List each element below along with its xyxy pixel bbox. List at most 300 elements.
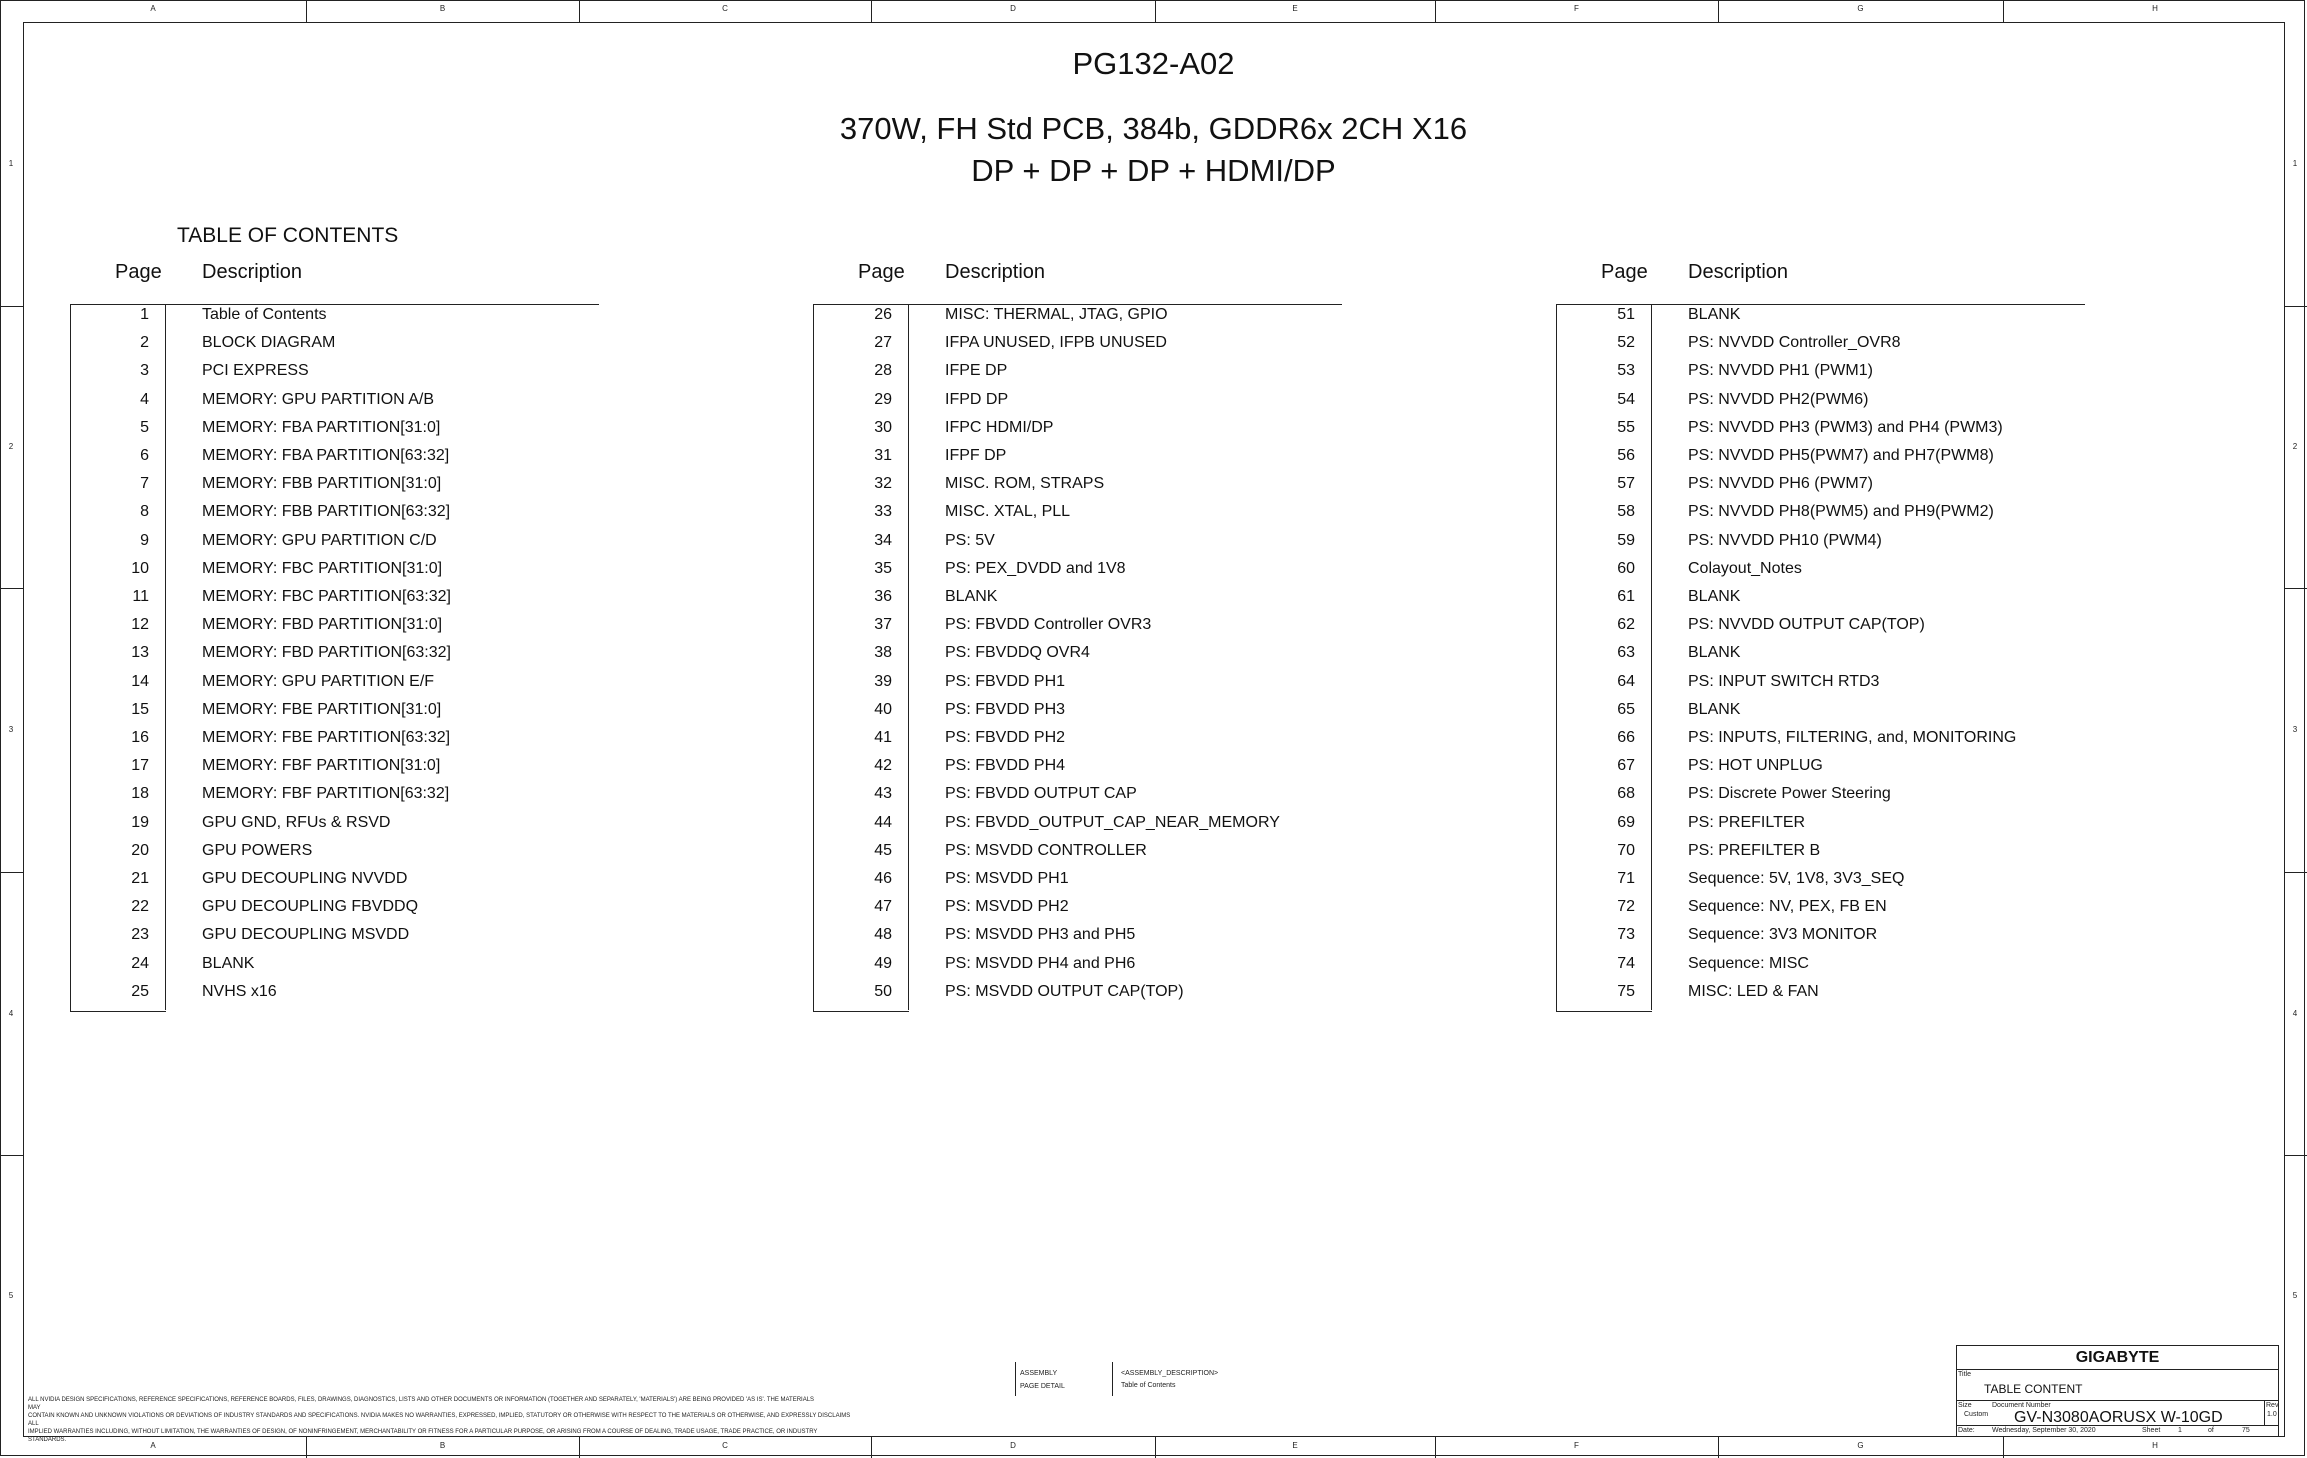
toc-row xyxy=(70,780,610,808)
toc-description: PS: MSVDD OUTPUT CAP(TOP) xyxy=(945,982,1184,1000)
toc-description: MISC: LED & FAN xyxy=(1688,982,1819,1000)
toc-description: MEMORY: FBE PARTITION[63:32] xyxy=(202,729,451,746)
zone-tick xyxy=(0,306,23,307)
toc-page-number: 5 xyxy=(140,418,149,436)
zone-column-label: H xyxy=(2152,4,2158,13)
toc-row xyxy=(1556,442,2096,470)
toc-page-number: 72 xyxy=(1617,898,1635,916)
toc-description: BLANK xyxy=(1688,700,1741,718)
toc-page-number: 57 xyxy=(1617,475,1635,493)
toc-page-number: 38 xyxy=(874,644,892,662)
toc-description: PS: HOT UNPLUG xyxy=(1688,757,1823,775)
toc-row xyxy=(70,978,610,1006)
toc-page-number: 32 xyxy=(874,475,892,493)
toc-page-number: 46 xyxy=(874,870,892,887)
toc-page-number: 47 xyxy=(874,898,892,916)
zone-column-label: F xyxy=(1574,4,1579,13)
toc-row xyxy=(1556,527,2096,555)
toc-description: PS: 5V xyxy=(945,531,995,549)
toc-page-number: 62 xyxy=(1617,616,1635,634)
toc-description: BLANK xyxy=(1688,588,1741,605)
toc-row xyxy=(70,724,610,752)
toc-row xyxy=(1556,724,2096,752)
toc-description: IFPE DP xyxy=(945,362,1008,380)
toc-description: IFPA UNUSED, IFPB UNUSED xyxy=(945,334,1167,352)
toc-page-number: 69 xyxy=(1617,813,1635,831)
toc-row xyxy=(813,470,1353,498)
toc-page-number: 42 xyxy=(874,757,892,775)
toc-row xyxy=(813,978,1353,1006)
toc-description: MEMORY: GPU PARTITION A/B xyxy=(202,390,435,408)
toc-page-number: 37 xyxy=(874,616,892,634)
toc-page-number: 17 xyxy=(131,757,149,775)
toc-description: GPU DECOUPLING NVVDD xyxy=(202,870,408,887)
toc-page-number: 54 xyxy=(1617,390,1635,408)
toc-page-number: 28 xyxy=(874,362,892,380)
toc-description: PCI EXPRESS xyxy=(202,362,309,380)
toc-page-number: 6 xyxy=(140,447,149,464)
description-column-header: Description xyxy=(1688,261,1789,283)
toc-row xyxy=(70,865,610,893)
toc-description: PS: NVVDD PH6 (PWM7) xyxy=(1688,475,1873,493)
toc-page-number: 27 xyxy=(874,334,892,352)
toc-row xyxy=(1556,865,2096,893)
toc-row xyxy=(813,527,1353,555)
zone-tick xyxy=(1155,0,1156,22)
toc-description: GPU DECOUPLING FBVDDQ xyxy=(202,898,419,916)
toc-description: PS: NVVDD PH3 (PWM3) and PH4 (PWM3) xyxy=(1688,418,2003,436)
toc-row xyxy=(813,893,1353,921)
toc-row xyxy=(1556,301,2096,329)
toc-page-number: 66 xyxy=(1617,729,1635,746)
zone-column-label: F xyxy=(1574,1441,1579,1450)
toc-description: PS: FBVDD_OUTPUT_CAP_NEAR_MEMORY xyxy=(945,813,1280,831)
toc-description: PS: NVVDD PH8(PWM5) and PH9(PWM2) xyxy=(1688,503,1994,521)
toc-row xyxy=(813,780,1353,808)
toc-row xyxy=(1556,950,2096,978)
assembly-divider-right xyxy=(1112,1362,1113,1396)
toc-page-number: 23 xyxy=(131,926,149,944)
toc-page-number: 15 xyxy=(131,700,149,718)
toc-description: IFPF DP xyxy=(945,447,1007,464)
toc-description: MEMORY: GPU PARTITION C/D xyxy=(202,531,437,549)
toc-description: BLANK xyxy=(202,954,255,972)
toc-row xyxy=(70,498,610,526)
toc-description: PS: NVVDD PH10 (PWM4) xyxy=(1688,531,1882,549)
zone-tick xyxy=(1435,1436,1436,1458)
toc-row xyxy=(813,696,1353,724)
toc-description: Colayout_Notes xyxy=(1688,559,1802,577)
assembly-divider-left xyxy=(1015,1362,1016,1396)
toc-description: MEMORY: FBF PARTITION[31:0] xyxy=(202,757,441,775)
toc-page-number: 13 xyxy=(131,644,149,662)
toc-description: Sequence: NV, PEX, FB EN xyxy=(1688,898,1887,916)
toc-description: IFPD DP xyxy=(945,390,1009,408)
toc-row xyxy=(1556,978,2096,1006)
toc-description: Table of Contents xyxy=(202,306,327,323)
toc-description: MEMORY: FBD PARTITION[31:0] xyxy=(202,616,443,634)
toc-row xyxy=(813,329,1353,357)
toc-description: MEMORY: FBC PARTITION[31:0] xyxy=(202,559,443,577)
toc-description: MEMORY: FBB PARTITION[31:0] xyxy=(202,475,442,493)
toc-page-number: 49 xyxy=(874,954,892,972)
zone-tick xyxy=(2284,588,2307,589)
zone-tick xyxy=(1435,0,1436,22)
toc-page-number: 2 xyxy=(140,334,149,352)
zone-row-label: 1 xyxy=(8,159,14,168)
sheet-label: Sheet xyxy=(2142,1427,2161,1434)
toc-page-number: 63 xyxy=(1617,644,1635,662)
toc-row xyxy=(1556,668,2096,696)
toc-description: PS: FBVDD OUTPUT CAP xyxy=(945,785,1137,803)
toc-page-number: 12 xyxy=(131,616,149,634)
legal-line: STANDARDS. xyxy=(28,1437,67,1443)
toc-row xyxy=(813,611,1353,639)
toc-description: MEMORY: FBA PARTITION[31:0] xyxy=(202,418,441,436)
toc-page-number: 31 xyxy=(874,447,892,464)
toc-page-number: 14 xyxy=(131,672,149,690)
toc-row xyxy=(70,357,610,385)
toc-row xyxy=(70,527,610,555)
toc-description: PS: PREFILTER B xyxy=(1688,841,1821,859)
toc-row xyxy=(1556,357,2096,385)
toc-row xyxy=(813,724,1353,752)
toc-page-number: 65 xyxy=(1617,700,1635,718)
toc-row xyxy=(813,583,1353,611)
sheet-value: 1 xyxy=(2178,1427,2182,1434)
zone-row-label: 3 xyxy=(8,725,14,734)
size-label: Size xyxy=(1958,1402,1972,1409)
toc-page-number: 50 xyxy=(874,982,892,1000)
zone-tick xyxy=(1718,1436,1719,1458)
toc-row xyxy=(1556,470,2096,498)
page-detail-value: Table of Contents xyxy=(1121,1382,1176,1389)
toc-page-number: 4 xyxy=(140,390,149,408)
toc-description: Sequence: MISC xyxy=(1688,954,1809,972)
toc-description: BLANK xyxy=(945,588,998,605)
legal-notice xyxy=(28,1396,850,1444)
page-column-header: Page xyxy=(115,261,162,283)
toc-page-number: 25 xyxy=(131,982,149,1000)
toc-description: MEMORY: FBD PARTITION[63:32] xyxy=(202,644,451,662)
toc-description: Sequence: 3V3 MONITOR xyxy=(1688,926,1878,944)
legal-line: MAY xyxy=(28,1405,41,1411)
assembly-label: ASSEMBLY xyxy=(1020,1370,1058,1377)
toc-row xyxy=(70,809,610,837)
toc-description: PS: MSVDD PH3 and PH5 xyxy=(945,926,1136,944)
toc-description: MISC. ROM, STRAPS xyxy=(945,475,1105,493)
toc-description: BLANK xyxy=(1688,306,1741,323)
toc-page-number: 8 xyxy=(140,503,149,521)
toc-row xyxy=(70,950,610,978)
zone-column-label: G xyxy=(1857,1441,1864,1450)
toc-description: MEMORY: FBF PARTITION[63:32] xyxy=(202,785,450,803)
of-value: 75 xyxy=(2242,1427,2250,1434)
legal-line: ALL NVIDIA DESIGN SPECIFICATIONS, REFERENCE SPECIFICATIONS, REFERENCE BOARDS, FILES, DRAWINGS, DIAGNOSTICS, LISTS AND OTHER DOCUMENTS OR INFORMATION (TOGETHER AND SEPARATELY, 'MATERIALS') ARE BEING PROVIDED 'AS IS'. THE MATERIALS xyxy=(28,1397,815,1403)
toc-page-number: 73 xyxy=(1617,926,1635,944)
toc-description: MEMORY: FBA PARTITION[63:32] xyxy=(202,447,450,464)
zone-tick xyxy=(2284,1155,2307,1156)
toc-row xyxy=(1556,498,2096,526)
toc-description: BLANK xyxy=(1688,644,1741,662)
zone-column-label: E xyxy=(1292,4,1298,13)
toc-row xyxy=(1556,752,2096,780)
toc-description: MISC. XTAL, PLL xyxy=(945,503,1071,521)
zone-tick xyxy=(2284,872,2307,873)
toc-row xyxy=(70,301,610,329)
toc-row xyxy=(813,865,1353,893)
toc-row xyxy=(813,414,1353,442)
zone-tick xyxy=(1155,1436,1156,1458)
page-detail-label: PAGE DETAIL xyxy=(1020,1383,1065,1390)
toc-description: PS: NVVDD PH2(PWM6) xyxy=(1688,390,1869,408)
toc-row xyxy=(1556,386,2096,414)
zone-row-label: 1 xyxy=(2292,159,2298,168)
toc-row xyxy=(70,555,610,583)
title-block-rule xyxy=(2264,1400,2265,1425)
toc-page-number: 58 xyxy=(1617,503,1635,521)
toc-description: PS: MSVDD PH2 xyxy=(945,898,1069,916)
page-column-header: Page xyxy=(1601,261,1648,283)
toc-page-number: 59 xyxy=(1617,531,1635,549)
legal-line: CONTAIN KNOWN AND UNKNOWN VIOLATIONS OR DEVIATIONS OF INDUSTRY STANDARDS AND SPECIFICATIONS. NVIDIA MAKES NO WARRANTIES, EXPRESSED, IMPLIED, STATUTORY OR OTHERWISE WITH RESPECT TO THE MATERIALS OR OTHERWISE, AND EXPRESSLY DISCLAIMS xyxy=(28,1413,851,1419)
toc-page-number: 41 xyxy=(874,729,892,746)
toc-row xyxy=(813,442,1353,470)
title-label: Title xyxy=(1958,1371,1971,1378)
zone-row-label: 5 xyxy=(2292,1291,2298,1300)
toc-page-number: 36 xyxy=(874,588,892,605)
docnum-label: Document Number xyxy=(1992,1402,2051,1409)
toc-description: PS: NVVDD PH5(PWM7) and PH7(PWM8) xyxy=(1688,447,1994,464)
toc-page-number: 29 xyxy=(874,390,892,408)
title-block xyxy=(1956,1345,2279,1437)
toc-page-number: 68 xyxy=(1617,785,1635,803)
zone-tick xyxy=(0,1155,23,1156)
toc-page-number: 30 xyxy=(874,418,892,436)
toc-page-number: 67 xyxy=(1617,757,1635,775)
toc-description: PS: NVVDD Controller_OVR8 xyxy=(1688,334,1901,352)
zone-column-label: D xyxy=(1010,4,1016,13)
toc-row xyxy=(70,470,610,498)
zone-column-label: C xyxy=(722,1441,728,1450)
toc-description: PS: NVVDD OUTPUT CAP(TOP) xyxy=(1688,616,1925,634)
toc-description: PS: PREFILTER xyxy=(1688,813,1806,831)
toc-page-number: 53 xyxy=(1617,362,1635,380)
zone-column-label: A xyxy=(150,4,156,13)
toc-row xyxy=(813,301,1353,329)
toc-row xyxy=(1556,921,2096,949)
spec-line: 370W, FH Std PCB, 384b, GDDR6x 2CH X16 xyxy=(839,111,1468,146)
toc-description: MEMORY: GPU PARTITION E/F xyxy=(202,672,435,690)
toc-row xyxy=(1556,780,2096,808)
toc-page-number: 22 xyxy=(131,898,149,916)
toc-row xyxy=(70,668,610,696)
toc-page-number: 16 xyxy=(131,729,149,746)
toc-page-number: 60 xyxy=(1617,559,1635,577)
toc-description: PS: Discrete Power Steering xyxy=(1688,785,1891,803)
rev-value: 1.0 xyxy=(2267,1411,2277,1418)
toc-page-number: 43 xyxy=(874,785,892,803)
toc-page-number: 75 xyxy=(1617,982,1635,1000)
toc-row xyxy=(70,837,610,865)
toc-page-number: 55 xyxy=(1617,418,1635,436)
toc-description: PS: FBVDD PH4 xyxy=(945,757,1066,775)
toc-page-number: 45 xyxy=(874,841,892,859)
zone-tick xyxy=(579,0,580,22)
toc-page-number: 39 xyxy=(874,672,892,690)
document-number: GV-N3080AORUSX W-10GD xyxy=(2014,1409,2223,1426)
toc-row xyxy=(813,837,1353,865)
zone-column-label: D xyxy=(1010,1441,1016,1450)
toc-page-number: 1 xyxy=(140,306,149,323)
toc-row xyxy=(70,696,610,724)
toc-description: PS: NVVDD PH1 (PWM1) xyxy=(1688,362,1873,380)
toc-row xyxy=(70,752,610,780)
toc-page-number: 20 xyxy=(131,841,149,859)
toc-page-number: 44 xyxy=(874,813,892,831)
toc-description: PS: FBVDD PH2 xyxy=(945,729,1066,746)
zone-row-label: 4 xyxy=(8,1008,14,1018)
toc-description: PS: MSVDD PH4 and PH6 xyxy=(945,954,1136,972)
toc-row xyxy=(813,357,1353,385)
date-value: Wednesday, September 30, 2020 xyxy=(1992,1427,2096,1434)
toc-row xyxy=(70,414,610,442)
toc-row xyxy=(813,498,1353,526)
toc-page-number: 64 xyxy=(1617,672,1635,690)
toc-description: PS: FBVDD Controller OVR3 xyxy=(945,616,1152,634)
toc-page-number: 35 xyxy=(874,559,892,577)
toc-page-number: 56 xyxy=(1617,447,1635,464)
zone-tick xyxy=(2003,1436,2004,1458)
toc-page-number: 52 xyxy=(1617,334,1635,352)
toc-row xyxy=(70,921,610,949)
toc-page-number: 33 xyxy=(874,503,892,521)
toc-page-number: 9 xyxy=(140,531,149,549)
toc-description: PS: INPUT SWITCH RTD3 xyxy=(1688,672,1880,690)
toc-page-number: 34 xyxy=(874,531,892,549)
legal-line: ALL xyxy=(28,1421,39,1427)
toc-description: PS: MSVDD CONTROLLER xyxy=(945,841,1147,859)
toc-page-number: 19 xyxy=(131,813,149,831)
toc-row xyxy=(813,809,1353,837)
toc-row xyxy=(70,611,610,639)
description-column-header: Description xyxy=(202,261,303,283)
toc-page-number: 18 xyxy=(131,785,149,803)
zone-column-label: A xyxy=(150,1441,156,1450)
toc-page-number: 48 xyxy=(874,926,892,944)
toc-description: Sequence: 5V, 1V8, 3V3_SEQ xyxy=(1688,870,1905,887)
toc-page-number: 3 xyxy=(140,362,149,380)
zone-column-label: G xyxy=(1857,4,1864,13)
toc-page-number: 40 xyxy=(874,700,892,718)
toc-row xyxy=(1556,893,2096,921)
toc-row xyxy=(1556,639,2096,667)
zone-tick xyxy=(2003,0,2004,22)
toc-description: PS: PEX_DVDD and 1V8 xyxy=(945,559,1126,577)
zone-row-label: 2 xyxy=(2292,442,2298,451)
title-block-rule xyxy=(1956,1400,2279,1401)
toc-row xyxy=(70,386,610,414)
toc-row xyxy=(813,921,1353,949)
legal-line: IMPLIED WARRANTIES INCLUDING, WITHOUT LIMITATION, THE WARRANTIES OF DESIGN, OF NONINFRINGEMENT, MERCHANTABILITY OR FITNESS FOR A PARTICULAR PURPOSE, OR ARISING FROM A COURSE OF DEALING, TRADE USAGE, TRADE PRACTICE, OR INDUSTRY xyxy=(28,1429,818,1435)
zone-row-label: 3 xyxy=(2292,725,2298,734)
zone-column-label: E xyxy=(1292,1441,1298,1450)
toc-description: GPU GND, RFUs & RSVD xyxy=(202,813,391,831)
outputs-line: DP + DP + DP + HDMI/DP xyxy=(971,153,1336,188)
toc-page-number: 71 xyxy=(1617,870,1635,887)
date-label: Date: xyxy=(1958,1427,1975,1434)
zone-tick xyxy=(1718,0,1719,22)
zone-row-label: 5 xyxy=(8,1291,14,1300)
toc-description: MISC: THERMAL, JTAG, GPIO xyxy=(945,306,1168,323)
zone-column-label: H xyxy=(2152,1441,2158,1450)
rev-label: Rev xyxy=(2266,1402,2279,1409)
toc-row xyxy=(70,893,610,921)
toc-page-number: 61 xyxy=(1617,588,1635,605)
toc-description: MEMORY: FBE PARTITION[31:0] xyxy=(202,700,442,718)
toc-row xyxy=(813,668,1353,696)
toc-page-number: 11 xyxy=(132,588,149,605)
toc-page-number: 24 xyxy=(131,954,149,972)
of-label: of xyxy=(2208,1427,2214,1434)
zone-tick xyxy=(0,872,23,873)
toc-description: MEMORY: FBB PARTITION[63:32] xyxy=(202,503,451,521)
zone-row-label: 4 xyxy=(2292,1008,2298,1018)
toc-row xyxy=(1556,555,2096,583)
description-column-header: Description xyxy=(945,261,1046,283)
toc-description: GPU POWERS xyxy=(202,841,313,859)
zone-column-label: C xyxy=(722,4,728,13)
toc-description: GPU DECOUPLING MSVDD xyxy=(202,926,410,944)
zone-tick xyxy=(871,0,872,22)
company-logo-text: GIGABYTE xyxy=(2075,1349,2160,1366)
toc-row xyxy=(70,329,610,357)
toc-description: MEMORY: FBC PARTITION[63:32] xyxy=(202,588,451,605)
zone-column-label: B xyxy=(439,4,446,13)
toc-description: PS: MSVDD PH1 xyxy=(945,870,1069,887)
zone-tick xyxy=(0,588,23,589)
toc-description: PS: INPUTS, FILTERING, and, MONITORING xyxy=(1688,729,2017,746)
toc-row xyxy=(813,752,1353,780)
toc-description: NVHS x16 xyxy=(202,982,277,1000)
toc-row xyxy=(813,386,1353,414)
page-column-header: Page xyxy=(858,261,905,283)
project-title: PG132-A02 xyxy=(1072,46,1235,81)
toc-page-number: 10 xyxy=(131,559,149,577)
toc-row xyxy=(1556,837,2096,865)
toc-row xyxy=(1556,696,2096,724)
toc-page-number: 70 xyxy=(1617,841,1635,859)
toc-row xyxy=(70,583,610,611)
toc-row xyxy=(1556,809,2096,837)
size-value: Custom xyxy=(1964,1411,1989,1418)
toc-page-number: 21 xyxy=(131,870,149,887)
toc-row xyxy=(813,950,1353,978)
toc-row xyxy=(813,555,1353,583)
toc-description: PS: FBVDDQ OVR4 xyxy=(945,644,1090,662)
toc-description: IFPC HDMI/DP xyxy=(945,418,1054,436)
toc-row xyxy=(1556,414,2096,442)
assembly-value: <ASSEMBLY_DESCRIPTION> xyxy=(1121,1370,1219,1377)
toc-page-number: 26 xyxy=(874,306,892,323)
toc-description: BLOCK DIAGRAM xyxy=(202,334,336,352)
toc-page-number: 51 xyxy=(1617,306,1635,323)
zone-column-label: B xyxy=(439,1441,446,1450)
zone-tick xyxy=(871,1436,872,1458)
zone-row-label: 2 xyxy=(8,442,14,451)
toc-page-number: 74 xyxy=(1617,954,1635,972)
zone-tick xyxy=(306,0,307,22)
